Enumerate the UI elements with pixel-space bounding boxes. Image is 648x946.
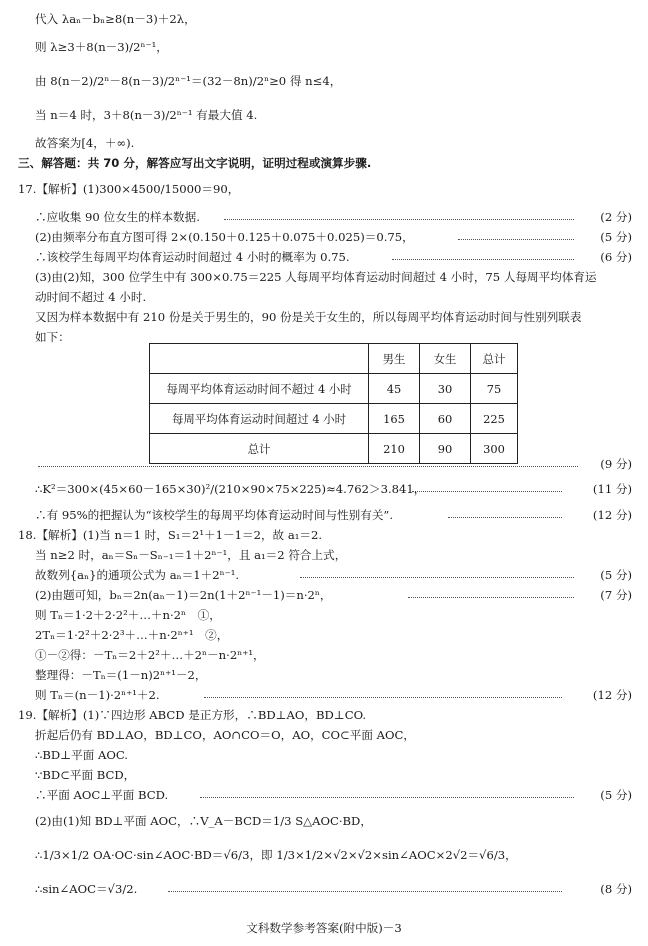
leader-dots	[168, 880, 562, 892]
score: (9 分)	[600, 457, 632, 471]
line-q17i	[0, 455, 648, 473]
score: (7 分)	[600, 588, 632, 602]
line-q18c	[0, 566, 648, 584]
line-p3	[0, 72, 648, 90]
leader-dots	[204, 686, 562, 698]
text: ∴有 95%的把握认为“该校学生的每周平均体育运动时间与性别有关”.	[35, 508, 394, 522]
text: 当 n≥2 时，aₙ＝Sₙ－Sₙ₋₁＝1＋2ⁿ⁻¹，且 a₁＝2 符合上式，	[35, 548, 347, 562]
contingency-table	[149, 343, 518, 464]
line-q17b	[0, 208, 648, 226]
leader-dots	[408, 586, 574, 598]
line-q17e	[0, 268, 648, 286]
text: 动时间不超过 4 小时.	[35, 290, 147, 304]
text: (2)由题可知，bₙ＝2n(aₙ－1)＝2n(1＋2ⁿ⁻¹－1)＝n·2ⁿ，	[35, 588, 332, 602]
leader-dots	[412, 480, 562, 492]
text: 则 λ≥3＋8(n－3)/2ⁿ⁻¹，	[35, 40, 168, 54]
line-q18a	[0, 526, 648, 544]
table-cell	[150, 344, 369, 374]
line-q18b	[0, 546, 648, 564]
score: (5 分)	[600, 788, 632, 802]
table-cell: 225	[471, 404, 518, 434]
line-p4	[0, 106, 648, 124]
score: (2 分)	[600, 210, 632, 224]
text: 整理得：－Tₙ＝(1－n)2ⁿ⁺¹－2，	[35, 668, 207, 682]
table-row	[150, 404, 518, 434]
leader-dots	[392, 248, 574, 260]
text: ∵BD⊂平面 BCD，	[35, 768, 136, 782]
line-q19g	[0, 846, 648, 864]
text: 则 Tₙ＝(n－1)·2ⁿ⁺¹＋2.	[35, 688, 160, 702]
text: ①－②得：－Tₙ＝2＋2²＋…＋2ⁿ－n·2ⁿ⁺¹，	[35, 648, 265, 662]
text: ∴1/3×1/2 OA·OC·sin∠AOC·BD＝√6/3，即 1/3×1/2×√2×√2×sin∠AOC×2√2＝√6/3，	[35, 848, 517, 862]
line-q19e	[0, 786, 648, 804]
line-q19d	[0, 766, 648, 784]
line-q19h	[0, 880, 648, 898]
table-cell: 60	[420, 404, 471, 434]
line-q18g	[0, 646, 648, 664]
line-q19c	[0, 746, 648, 764]
text: 故数列{aₙ}的通项公式为 aₙ＝1＋2ⁿ⁻¹.	[35, 568, 240, 582]
score: (12 分)	[592, 688, 632, 702]
line-q17j	[0, 480, 648, 498]
table-cell: 总计	[150, 434, 369, 464]
line-q18e	[0, 606, 648, 624]
table-cell: 每周平均体育运动时间超过 4 小时	[150, 404, 369, 434]
line-q17d	[0, 248, 648, 266]
line-q17f	[0, 288, 648, 306]
text: ∴K²＝300×(45×60－165×30)²/(210×90×75×225)≈4.762＞3.841，	[35, 482, 426, 496]
line-q19b	[0, 726, 648, 744]
line-q17k	[0, 506, 648, 524]
leader-dots	[448, 506, 562, 518]
leader-dots	[224, 208, 574, 220]
text: 19.【解析】(1)∵四边形 ABCD 是正方形，∴BD⊥AO，BD⊥CO.	[18, 708, 367, 722]
line-q17c	[0, 228, 648, 246]
text: (2)由频率分布直方图可得 2×(0.150＋0.125＋0.075＋0.025)＝0.75，	[35, 230, 414, 244]
text: ∴sin∠AOC＝√3/2.	[35, 882, 138, 896]
text: 代入 λaₙ－bₙ≥8(n－3)＋2λ，	[35, 12, 196, 26]
text: 折起后仍有 BD⊥AO，BD⊥CO，AO∩CO＝O，AO，CO⊂平面 AOC，	[35, 728, 415, 742]
text: (3)由(2)知，300 位学生中有 300×0.75＝225 人每周平均体育运动时间超过 4 小时，75 人每周平均体育运	[35, 270, 597, 284]
text: 又因为样本数据中有 210 份是关于男生的，90 份是关于女生的，所以每周平均体育运动时间与性别列联表	[35, 310, 582, 324]
line-q18f	[0, 626, 648, 644]
score: (11 分)	[592, 482, 632, 496]
table-cell: 45	[369, 374, 420, 404]
line-q18h	[0, 666, 648, 684]
line-q19a	[0, 706, 648, 724]
page-footer: 文科数学参考答案(附中版)－3	[246, 921, 402, 935]
score: (5 分)	[600, 230, 632, 244]
table-cell: 300	[471, 434, 518, 464]
leader-dots	[300, 566, 574, 578]
table-cell: 165	[369, 404, 420, 434]
text: ∴该校学生每周平均体育运动时间超过 4 小时的概率为 0.75.	[35, 250, 350, 264]
score: (6 分)	[600, 250, 632, 264]
table-cell: 男生	[369, 344, 420, 374]
text: ∴平面 AOC⊥平面 BCD.	[35, 788, 169, 802]
table-cell: 90	[420, 434, 471, 464]
table-cell: 30	[420, 374, 471, 404]
text: 则 Tₙ＝1·2＋2·2²＋…＋n·2ⁿ ①，	[35, 608, 221, 622]
table-cell: 75	[471, 374, 518, 404]
table-cell: 210	[369, 434, 420, 464]
leader-dots	[38, 455, 578, 467]
text: 18.【解析】(1)当 n＝1 时，S₁＝2¹＋1－1＝2，故 a₁＝2.	[18, 528, 323, 542]
section-heading	[0, 154, 648, 172]
text: ∴应收集 90 位女生的样本数据.	[35, 210, 200, 224]
line-q17g	[0, 308, 648, 326]
line-q18i	[0, 686, 648, 704]
text: ∴BD⊥平面 AOC.	[35, 748, 128, 762]
table-cell: 总计	[471, 344, 518, 374]
text: 如下：	[35, 330, 70, 344]
text: 三、解答题：共 70 分，解答应写出文字说明，证明过程或演算步骤.	[18, 156, 372, 170]
line-q17a	[0, 180, 648, 198]
table-header-row	[150, 344, 518, 374]
table-cell: 女生	[420, 344, 471, 374]
table-cell: 每周平均体育运动时间不超过 4 小时	[150, 374, 369, 404]
text: (2)由(1)知 BD⊥平面 AOC，∴V_A－BCD＝1/3 S△AOC·BD，	[35, 814, 372, 828]
line-p2	[0, 38, 648, 56]
text: 由 8(n－2)/2ⁿ－8(n－3)/2ⁿ⁻¹＝(32－8n)/2ⁿ≥0 得 n≤4，	[35, 74, 342, 88]
table-row	[150, 374, 518, 404]
line-q18d	[0, 586, 648, 604]
text: 2Tₙ＝1·2²＋2·2³＋…＋n·2ⁿ⁺¹ ②，	[35, 628, 229, 642]
line-p1	[0, 10, 648, 28]
line-q19f	[0, 812, 648, 830]
score: (8 分)	[600, 882, 632, 896]
line-p5	[0, 134, 648, 152]
text: 当 n＝4 时，3＋8(n－3)/2ⁿ⁻¹ 有最大值 4.	[35, 108, 258, 122]
text: 故答案为[4，＋∞).	[35, 136, 135, 150]
text: 17.【解析】(1)300×4500/15000＝90，	[18, 182, 240, 196]
score: (12 分)	[592, 508, 632, 522]
score: (5 分)	[600, 568, 632, 582]
leader-dots	[458, 228, 574, 240]
leader-dots	[200, 786, 574, 798]
